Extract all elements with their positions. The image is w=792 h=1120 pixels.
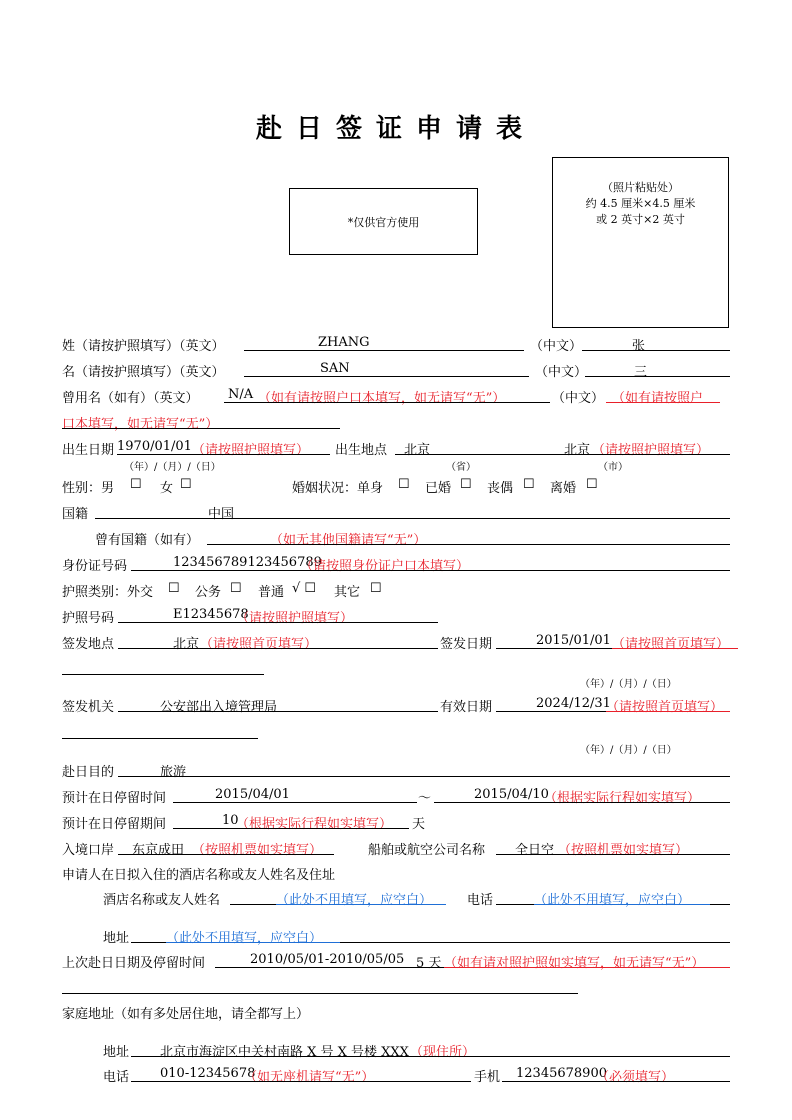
- former-name-cn-label: （中文）: [552, 391, 605, 406]
- authority-label: 签发机关: [62, 700, 115, 715]
- purpose-value[interactable]: 旅游: [160, 765, 187, 780]
- birth-place-label: 出生地点: [335, 443, 388, 458]
- home-phone-hint: （如无座机请写“无”）: [244, 1070, 375, 1085]
- surname-label: 姓（请按护照填写）（英文）: [62, 339, 225, 354]
- marital-divorced-label: 离婚: [550, 481, 577, 496]
- marital-married-label: 已婚: [425, 481, 452, 496]
- mobile-label: 手机: [474, 1070, 501, 1085]
- birth-date-hint: （请按照护照填写）: [192, 443, 310, 458]
- entry-port-value[interactable]: 东京成田: [132, 843, 185, 858]
- former-name-hint: （如有请按照户口本填写，如无请写“无”）: [258, 391, 506, 406]
- passport-number-hint: （请按照护照填写）: [236, 611, 354, 626]
- expiry-hint: （请按照首页填写）: [606, 700, 724, 715]
- birth-city-sub: （市）: [598, 462, 628, 473]
- issue-date-label: 签发日期: [440, 637, 493, 652]
- marital-divorced-checkbox[interactable]: ☐: [586, 477, 598, 492]
- expiry-date-format: （年）/（月）/（日）: [580, 745, 677, 756]
- stay-from-value[interactable]: 2015/04/01: [215, 787, 290, 802]
- photo-box[interactable]: [552, 157, 729, 328]
- marital-single-checkbox[interactable]: ☐: [398, 477, 410, 492]
- birth-date-label: 出生日期: [62, 443, 115, 458]
- birth-date-format: （年）/（月）/（日）: [124, 462, 221, 473]
- gender-female-checkbox[interactable]: ☐: [180, 477, 192, 492]
- birth-city[interactable]: 北京: [564, 443, 591, 458]
- hotel-intro: 申请人在日拟入住的酒店名称或友人姓名及住址: [62, 868, 336, 883]
- hotel-name-label: 酒店名称或友人姓名: [103, 893, 221, 908]
- id-number-hint: （请按照身份证户口本填写）: [300, 559, 470, 574]
- passport-ordinary-label: 普通: [258, 585, 285, 600]
- hotel-phone-hint: （此处不用填写，应空白）: [534, 893, 691, 908]
- surname-cn-value[interactable]: 张: [632, 339, 646, 354]
- gender-male-checkbox[interactable]: ☐: [130, 477, 142, 492]
- birth-province[interactable]: 北京: [404, 443, 431, 458]
- passport-other-label: 其它: [334, 585, 361, 600]
- purpose-label: 赴日目的: [62, 765, 115, 780]
- home-address-hint: （现住所）: [410, 1045, 476, 1060]
- passport-number-value[interactable]: E12345678: [173, 607, 249, 622]
- passport-ordinary-checkbox[interactable]: √ ☐: [292, 581, 317, 596]
- former-nationality-label: 曾有国籍（如有）: [95, 533, 200, 548]
- issue-date-hint: （请按照首页填写）: [612, 637, 730, 652]
- birth-province-sub: （省）: [446, 462, 476, 473]
- stay-range-separator: ～: [418, 791, 432, 806]
- stay-time-hint: （根据实际行程如实填写）: [544, 791, 701, 806]
- airline-value[interactable]: 全日空: [515, 843, 555, 858]
- page-title: 赴日签证申请表: [255, 114, 536, 144]
- last-visit-hint: （如有请对照护照如实填写，如无请写“无”）: [444, 956, 705, 971]
- given-cn-label: （中文）: [535, 365, 588, 380]
- last-visit-label: 上次赴日日期及停留时间: [62, 956, 206, 971]
- passport-other-checkbox[interactable]: ☐: [370, 581, 382, 596]
- passport-official-checkbox[interactable]: ☐: [230, 581, 242, 596]
- given-label: 名（请按护照填写）（英文）: [62, 365, 225, 380]
- hotel-address-label: 地址: [103, 931, 130, 946]
- passport-type-label: 护照类别：外交: [62, 585, 154, 600]
- issue-place-label: 签发地点: [62, 637, 115, 652]
- photo-size-cm: 约 4.5 厘米×4.5 厘米: [585, 197, 696, 210]
- issue-date-format: （年）/（月）/（日）: [580, 679, 677, 690]
- official-use-box: [289, 188, 478, 255]
- last-visit-value[interactable]: 2010/05/01-2010/05/05: [250, 952, 405, 967]
- home-phone-value[interactable]: 010-12345678: [160, 1066, 256, 1081]
- issue-date-value[interactable]: 2015/01/01: [536, 633, 611, 648]
- former-nationality-hint: （如无其他国籍请写“无”）: [270, 533, 427, 548]
- stay-period-hint: （根据实际行程如实填写）: [236, 817, 393, 832]
- former-name-label: 曾用名（如有）（英文）: [62, 391, 199, 406]
- entry-port-label: 入境口岸: [62, 843, 115, 858]
- home-address-label: 地址: [103, 1045, 130, 1060]
- airline-label: 船舶或航空公司名称: [368, 843, 486, 858]
- issue-place-hint: （请按照首页填写）: [200, 637, 318, 652]
- marital-widowed-checkbox[interactable]: ☐: [523, 477, 535, 492]
- mobile-hint: （必须填写）: [596, 1070, 675, 1085]
- stay-period-label: 预计在日停留期间: [62, 817, 167, 832]
- expiry-label: 有效日期: [440, 700, 493, 715]
- id-number-value[interactable]: 123456789123456789: [173, 555, 322, 570]
- marital-widowed-label: 丧偶: [487, 481, 514, 496]
- passport-diplomatic-checkbox[interactable]: ☐: [168, 581, 180, 596]
- entry-port-hint: （按照机票如实填写）: [192, 843, 323, 858]
- hotel-phone-label: 电话: [467, 893, 494, 908]
- gender-female-label: 女: [160, 481, 174, 496]
- hotel-address-hint: （此处不用填写，应空白）: [166, 931, 323, 946]
- stay-to-value[interactable]: 2015/04/10: [474, 787, 549, 802]
- marital-married-checkbox[interactable]: ☐: [460, 477, 472, 492]
- surname-cn-label: （中文）: [530, 339, 583, 354]
- former-name-cn-hint-a: （如有请按照户: [612, 391, 704, 406]
- marital-label: 婚姻状况：单身: [292, 481, 384, 496]
- birth-date-value[interactable]: 1970/01/01: [117, 439, 192, 454]
- photo-label: （照片粘贴处）: [602, 181, 679, 194]
- given-en-value[interactable]: SAN: [320, 361, 350, 376]
- expiry-value[interactable]: 2024/12/31: [536, 696, 611, 711]
- authority-value[interactable]: 公安部出入境管理局: [160, 700, 278, 715]
- gender-label: 性别：男: [62, 481, 115, 496]
- home-address-value[interactable]: 北京市海淀区中关村南路 X 号 X 号楼 XXX: [160, 1045, 409, 1060]
- airline-hint: （按照机票如实填写）: [558, 843, 689, 858]
- photo-size-inch: 或 2 英寸×2 英寸: [596, 213, 685, 226]
- official-use-label: *仅供官方使用: [347, 215, 420, 229]
- stay-period-value[interactable]: 10: [222, 813, 239, 828]
- stay-time-label: 预计在日停留时间: [62, 791, 167, 806]
- passport-number-label: 护照号码: [62, 611, 115, 626]
- given-cn-value[interactable]: 三: [634, 365, 648, 380]
- mobile-value[interactable]: 12345678900: [516, 1066, 607, 1081]
- surname-en-value[interactable]: ZHANG: [318, 335, 370, 350]
- nationality-value[interactable]: 中国: [208, 507, 235, 522]
- passport-official-label: 公务: [195, 585, 222, 600]
- id-number-label: 身份证号码: [62, 559, 128, 574]
- former-name-cn-hint-b: 口本填写，如无请写“无”）: [62, 417, 219, 432]
- last-visit-days[interactable]: 5 天: [416, 956, 442, 971]
- birth-place-hint: （请按照护照填写）: [592, 443, 710, 458]
- stay-period-unit: 天: [412, 817, 426, 832]
- issue-place-value[interactable]: 北京: [173, 637, 200, 652]
- hotel-name-hint: （此处不用填写，应空白）: [276, 893, 433, 908]
- nationality-label: 国籍: [62, 507, 89, 522]
- home-phone-label: 电话: [103, 1070, 130, 1085]
- former-name-en-value[interactable]: N/A: [228, 387, 254, 402]
- home-intro: 家庭地址（如有多处居住地，请全都写上）: [62, 1007, 310, 1022]
